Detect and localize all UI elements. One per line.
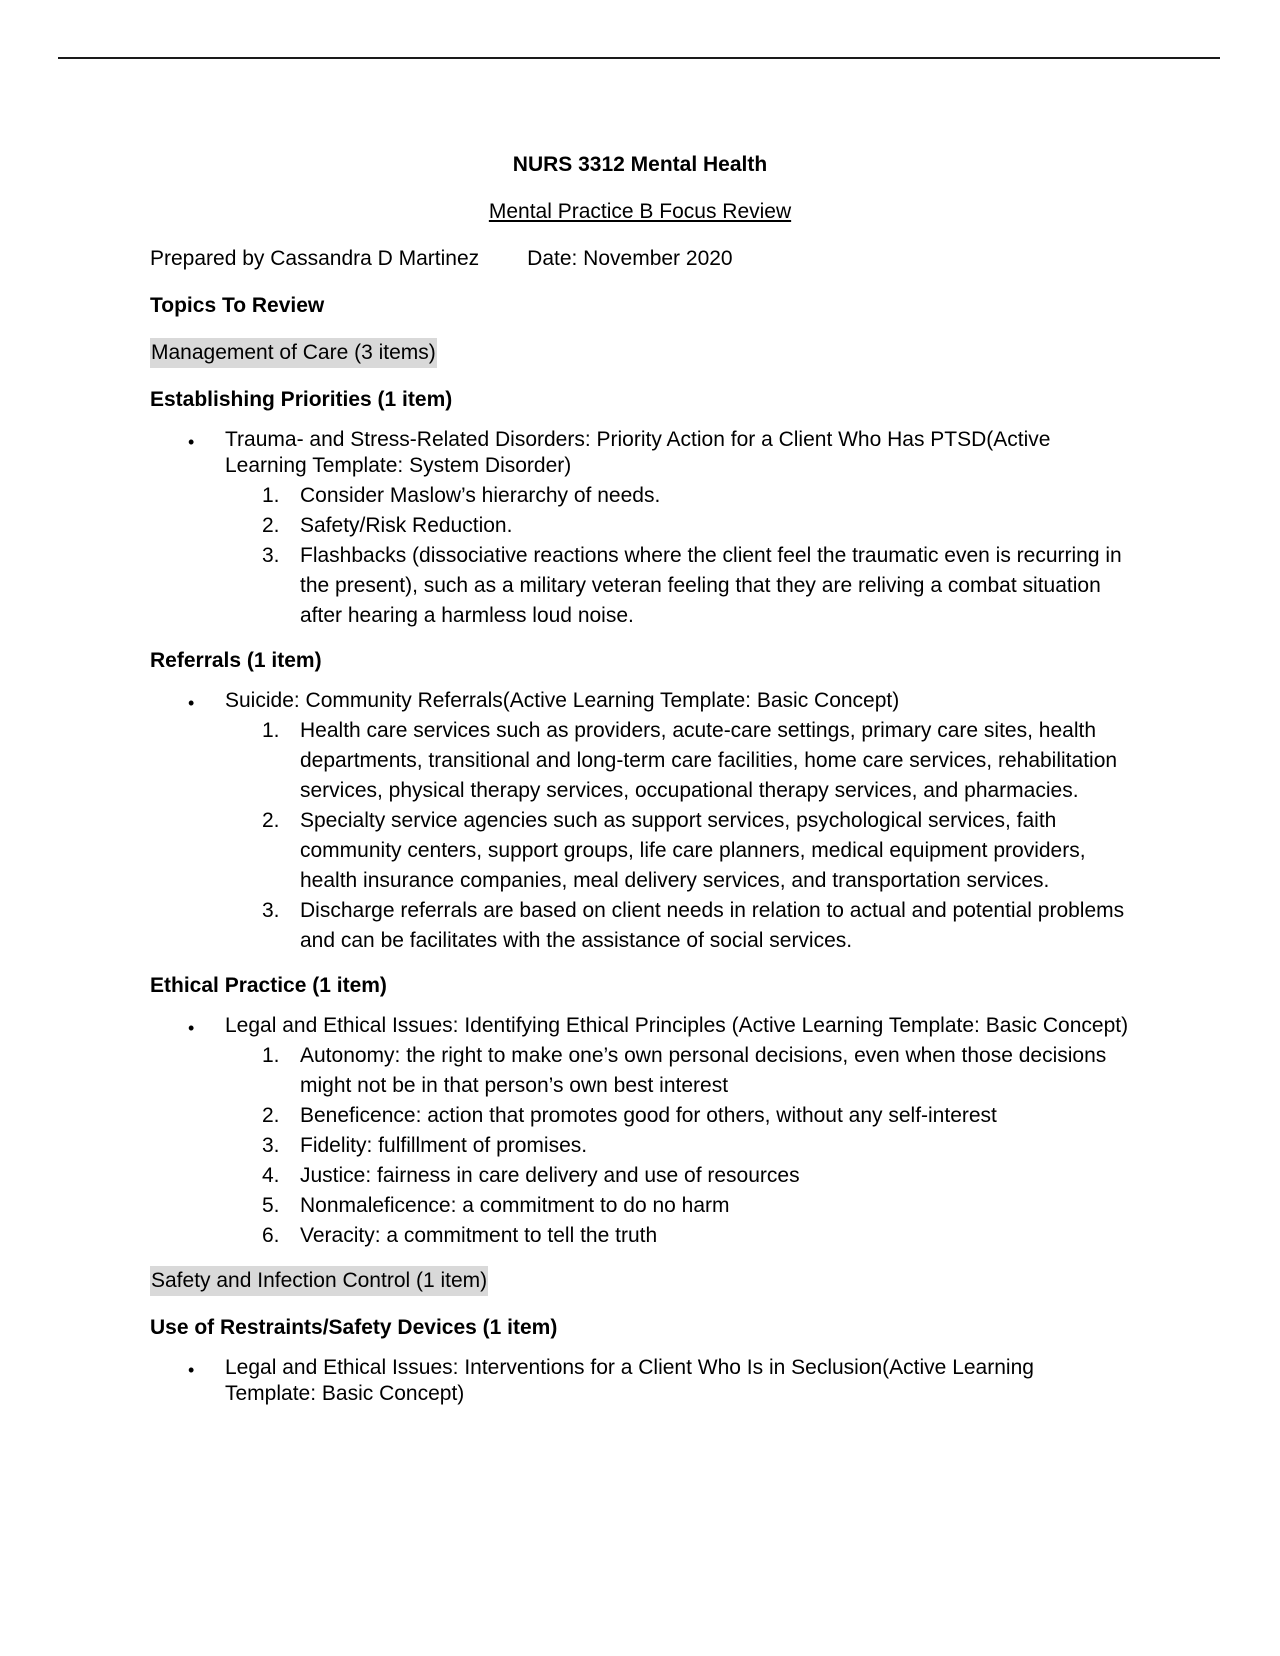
item-text: Beneficence: action that promotes good for others, without any self-interest (300, 1104, 997, 1127)
subsection-heading: Referrals (1 item) (150, 649, 322, 672)
item-number: 4. (262, 1164, 280, 1187)
document-title: NURS 3312 Mental Health (512, 153, 768, 176)
item-number: 3. (262, 1134, 280, 1157)
bullet-text: Suicide: Community Referrals(Active Learning Template: Basic Concept) (225, 689, 900, 712)
bullet-icon: • (188, 432, 195, 452)
numbered-item (150, 1101, 1130, 1131)
document-subtitle: Mental Practice B Focus Review (488, 200, 792, 223)
item-text: Veracity: a commitment to tell the truth (300, 1224, 658, 1247)
category-heading: Safety and Infection Control (1 item) (150, 1266, 488, 1296)
item-text: Justice: fairness in care delivery and use of resources (300, 1164, 800, 1187)
item-text: Safety/Risk Reduction. (300, 514, 513, 537)
item-number: 2. (262, 514, 280, 537)
topics-heading: Topics To Review (150, 294, 325, 317)
item-text: Nonmaleficence: a commitment to do no harm (300, 1194, 730, 1217)
item-text: Fidelity: fulfillment of promises. (300, 1134, 588, 1157)
numbered-list (225, 716, 1130, 956)
category-row (150, 1266, 1130, 1298)
numbered-item (150, 1041, 1130, 1101)
item-text: Health care services such as providers, acute-care settings, primary care sites, health departments, transitional and long-term care facilities, home care services, rehabilitation services, physical therapy services, occupational therapy services, and pharmacies. (300, 719, 1118, 802)
sections-container (150, 338, 1130, 1407)
item-number: 6. (262, 1224, 280, 1247)
subsection-heading: Establishing Priorities (1 item) (150, 388, 453, 411)
item-text: Consider Maslow’s hierarchy of needs. (300, 484, 661, 507)
bullet-text: Legal and Ethical Issues: Interventions for a Client Who Is in Seclusion(Active Learning Template: Basic Concept) (225, 1356, 1034, 1405)
numbered-item (150, 1191, 1130, 1221)
item-text: Autonomy: the right to make one’s own personal decisions, even when those decisions might not be in that person’s own best interest (300, 1044, 1107, 1097)
category-heading: Management of Care (3 items) (150, 338, 437, 368)
bullet-icon: • (188, 693, 195, 713)
numbered-item (150, 1131, 1130, 1161)
bullet-item (150, 688, 1130, 956)
bullet-list (150, 688, 1130, 956)
item-number: 2. (262, 1104, 280, 1127)
document-page (150, 150, 1130, 1407)
item-number: 1. (262, 484, 280, 507)
category-row (150, 338, 1130, 370)
bullet-text: Legal and Ethical Issues: Identifying Ethical Principles (Active Learning Template: Basic Concept) (225, 1014, 1129, 1037)
item-text: Flashbacks (dissociative reactions where the client feel the traumatic even is recurring in the present), such as a military veteran feeling that they are reliving a combat situation after hearing a harmless loud noise. (300, 544, 1122, 627)
numbered-item (150, 481, 1130, 511)
item-text: Discharge referrals are based on client needs in relation to actual and potential problems and can be facilitates with the assistance of social services. (300, 899, 1125, 952)
bullet-list (150, 1013, 1130, 1251)
header-rule (58, 57, 1220, 59)
item-number: 1. (262, 1044, 280, 1067)
bullet-text: Trauma- and Stress-Related Disorders: Priority Action for a Client Who Has PTSD(Active Learning Template: System Disorder) (225, 428, 1051, 477)
bullet-icon: • (188, 1018, 195, 1038)
subsection-heading: Use of Restraints/Safety Devices (1 item) (150, 1316, 558, 1339)
bullet-list (150, 1355, 1130, 1407)
bullet-list (150, 427, 1130, 631)
item-number: 1. (262, 719, 280, 742)
item-text: Specialty service agencies such as support services, psychological services, faith community centers, support groups, life care planners, medical equipment providers, health insurance companies, meal delivery services, and transportation services. (300, 809, 1086, 892)
bullet-item (150, 427, 1130, 631)
numbered-list (225, 481, 1130, 631)
item-number: 2. (262, 809, 280, 832)
numbered-list (225, 1041, 1130, 1251)
item-number: 3. (262, 544, 280, 567)
item-number: 5. (262, 1194, 280, 1217)
document-date: Date: November 2020 (527, 247, 733, 270)
document-meta (150, 244, 1130, 276)
numbered-item (150, 511, 1130, 541)
item-number: 3. (262, 899, 280, 922)
prepared-by: Prepared by Cassandra D Martinez (150, 247, 480, 270)
subsection-heading: Ethical Practice (1 item) (150, 974, 387, 997)
numbered-item (150, 1221, 1130, 1251)
numbered-item (150, 896, 1130, 956)
numbered-item (150, 716, 1130, 806)
bullet-icon: • (188, 1360, 195, 1380)
numbered-item (150, 1161, 1130, 1191)
bullet-item (150, 1013, 1130, 1251)
bullet-item (150, 1355, 1130, 1407)
numbered-item (150, 541, 1130, 631)
numbered-item (150, 806, 1130, 896)
